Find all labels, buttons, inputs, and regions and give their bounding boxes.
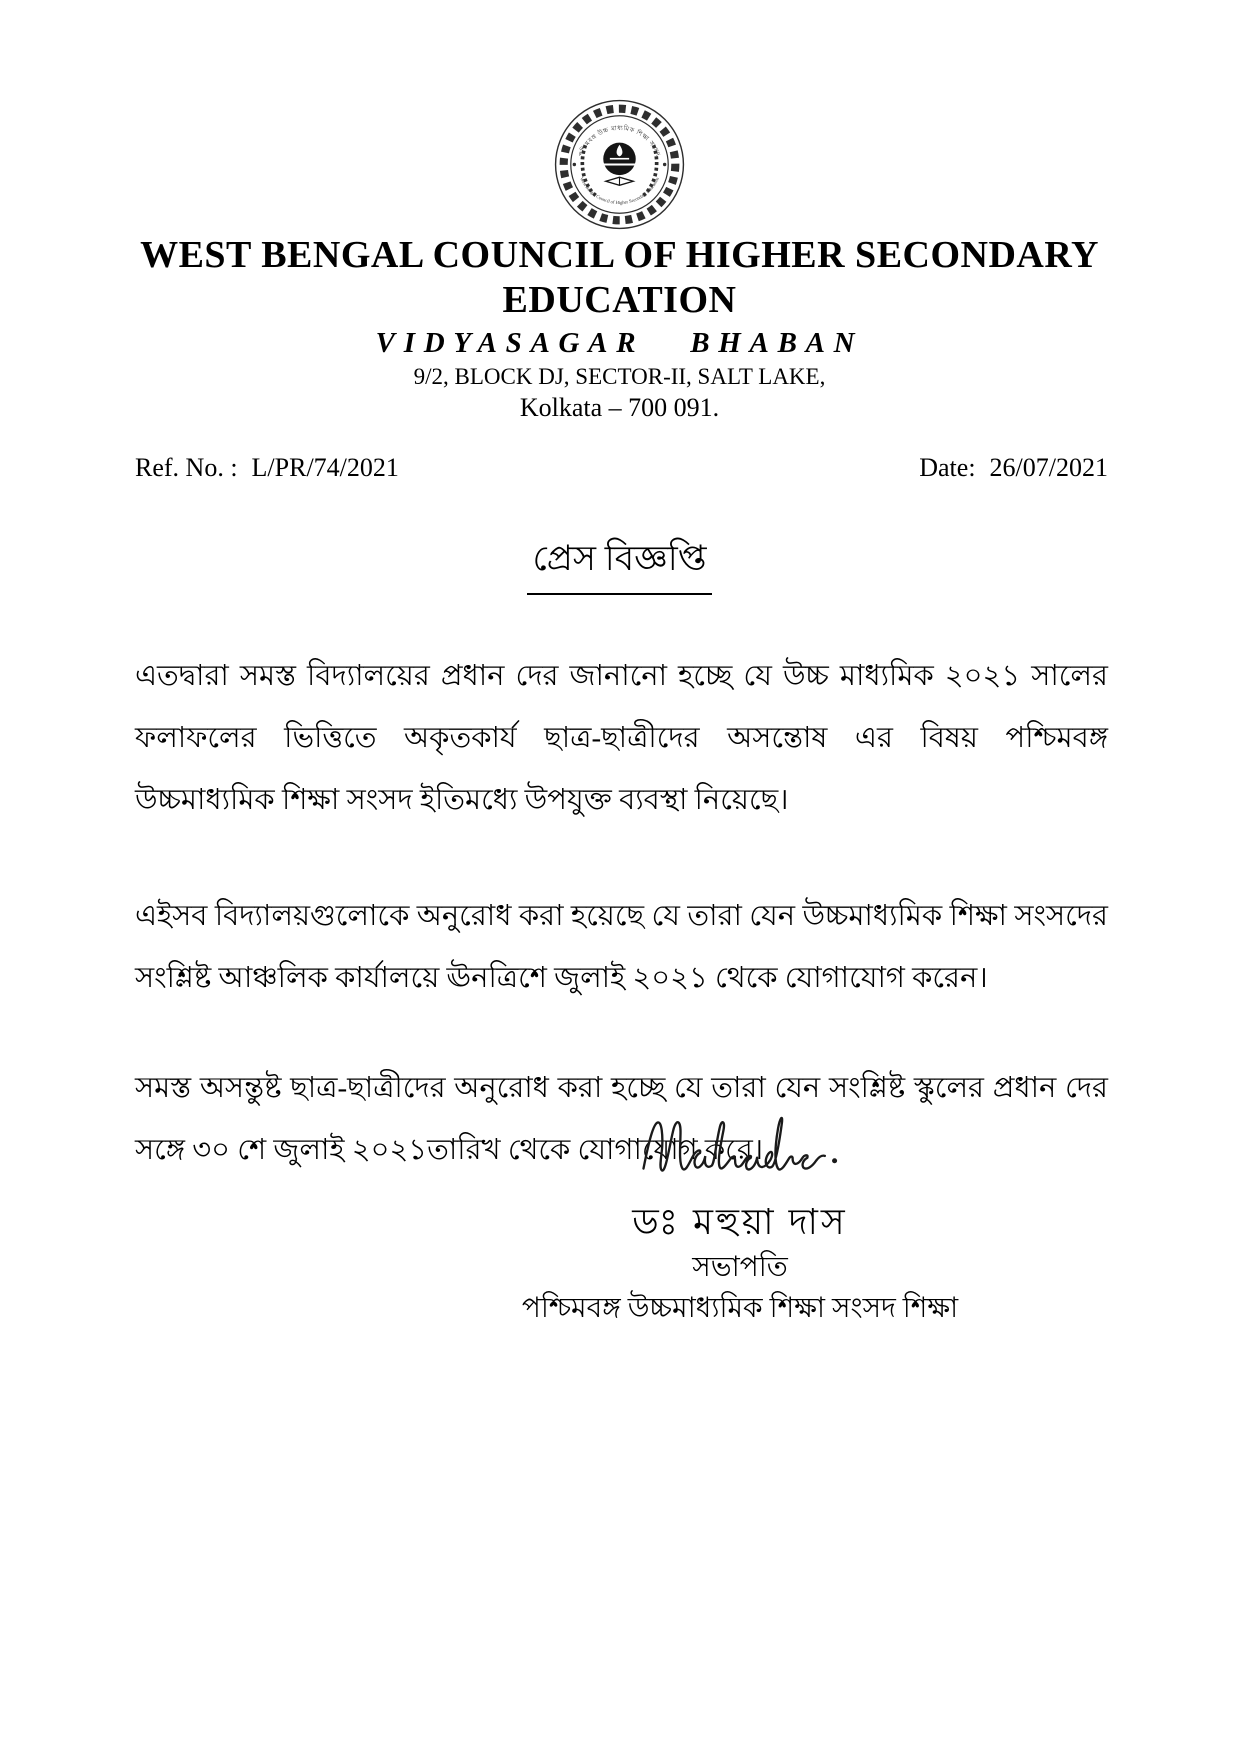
- signatory-name: ডঃ মহুয়া দাস: [632, 1202, 848, 1242]
- body-paragraph-1: এতদ্বারা সমস্ত বিদ্যালয়ের প্রধান দের জানানো হচ্ছে যে উচ্চ মাধ্যমিক ২০২১ সালের ফলাফলের ভিত্তিতে অকৃতকার্য ছাত্র-ছাত্রীদের অসন্তোষ এর বিষয় পশ্চিমবঙ্গ উচ্চমাধ্যমিক শিক্ষা সংসদ ইতিমধ্যে উপযুক্ত ব্যবস্থা নিয়েছে।: [135, 660, 1108, 816]
- press-release-heading-text: প্রেস বিজ্ঞপ্তি: [527, 531, 713, 595]
- oil-lamp-emblem: [602, 143, 637, 186]
- seal-bottom-text: West Bengal Council of Higher Secondary Education: [578, 176, 661, 207]
- org-name-line1: WEST BENGAL COUNCIL OF HIGHER SECONDARY: [140, 234, 1099, 276]
- wbchse-seal-icon: [551, 96, 688, 233]
- building-word-1: VIDYASAGAR: [375, 327, 645, 359]
- building-name: [0, 326, 1239, 360]
- date-label: Date:: [919, 453, 976, 482]
- seal-left-dot: [573, 163, 576, 166]
- reference-value: L/PR/74/2021: [251, 453, 399, 482]
- building-word-2: BHABAN: [690, 327, 864, 359]
- seal-right-dot: [663, 163, 666, 166]
- date-value: 26/07/2021: [989, 453, 1108, 482]
- signatory-organization: পশ্চিমবঙ্গ উচ্চমাধ্যমিক শিক্ষা সংসদ শিক্ষা: [521, 1293, 959, 1324]
- reference-label: Ref. No. :: [135, 453, 238, 482]
- body-paragraph-2: এইসব বিদ্যালয়গুলোকে অনুরোধ করা হয়েছে যে তারা যেন উচ্চমাধ্যমিক শিক্ষা সংসদের সংশ্লিষ্ট আঞ্চলিক কার্যালয়ে ঊনত্রিশে জুলাই ২০২১ থেকে যোগাযোগ করেন।: [135, 900, 1108, 994]
- signature-block: [520, 1112, 960, 1326]
- press-release-heading: [0, 531, 1239, 595]
- body-paragraph-3: সমস্ত অসন্তুষ্ট ছাত্র-ছাত্রীদের অনুরোধ করা হচ্ছে যে তারা যেন সংশ্লিষ্ট স্কুলের প্রধান দের সঙ্গে ৩০ শে জুলাই ২০২১তারিখ থেকে যোগাযোগ করে।: [135, 1072, 1108, 1166]
- meta-row: [135, 453, 1108, 483]
- handwritten-signature: [634, 1112, 846, 1190]
- letterhead: [0, 233, 1239, 423]
- reference-number: [135, 453, 399, 483]
- org-name-line2: EDUCATION: [502, 279, 737, 321]
- address-line2: Kolkata – 700 091.: [519, 393, 720, 422]
- seal-top-text: পশ্চিমবঙ্গ উচ্চ মাধ্যমিক শিক্ষা সংসদ: [577, 124, 662, 158]
- signatory-designation: সভাপতি: [692, 1252, 788, 1283]
- address-line1: 9/2, BLOCK DJ, SECTOR-II, SALT LAKE,: [413, 364, 826, 389]
- date: [919, 453, 1108, 483]
